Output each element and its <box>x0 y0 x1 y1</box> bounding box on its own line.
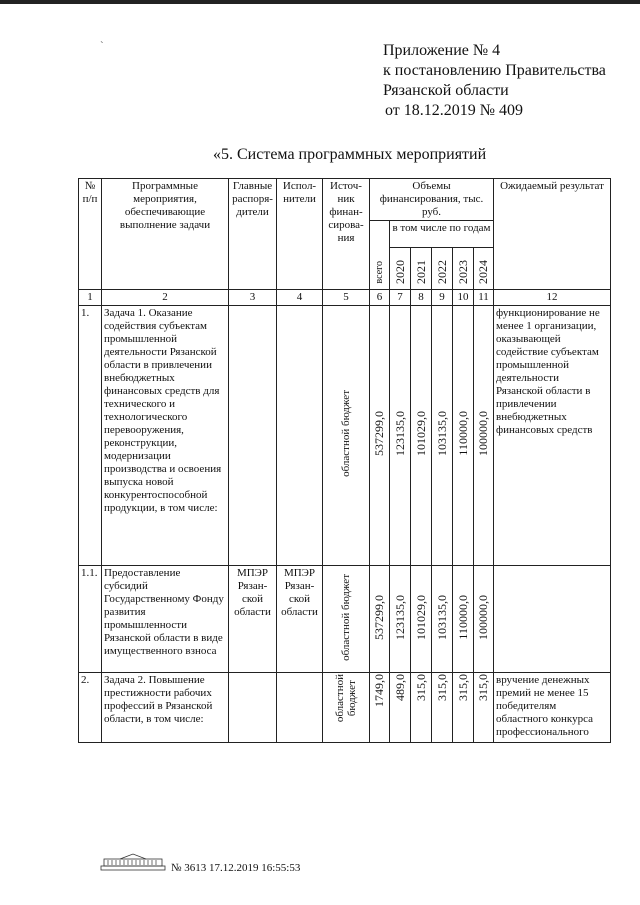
row3-total: 1749,0 <box>370 673 390 743</box>
document-registration-mark: № 3613 17.12.2019 16:55:53 <box>171 862 301 874</box>
row1-2022: 103135,0 <box>432 306 453 566</box>
row3-executor <box>277 673 323 743</box>
row3-activity: Задача 2. Повышение престижности рабочих профессий в Рязанской области, в том числе: <box>102 673 229 743</box>
header-year-2023: 2023 <box>453 248 474 290</box>
row3-2023: 315,0 <box>453 673 474 743</box>
appendix-ref: к постановлению Правительства <box>383 62 606 79</box>
row2-source: областной бюджет <box>323 566 370 673</box>
scan-mark: ` <box>100 40 104 52</box>
row3-2024: 315,0 <box>474 673 494 743</box>
row2-2024: 100000,0 <box>474 566 494 673</box>
row3-source-line1: областной <box>334 674 346 723</box>
row1-2020: 123135,0 <box>390 306 411 566</box>
header-year-2024: 2024 <box>474 248 494 290</box>
header-activities: Программные мероприятия, обеспечивающие выполнение задачи <box>102 179 229 290</box>
header-total: всего <box>370 221 390 290</box>
col-num-2: 2 <box>102 290 229 306</box>
appendix-header <box>383 41 606 121</box>
table-row <box>79 673 611 743</box>
header-year-2020: 2020 <box>390 248 411 290</box>
top-scan-edge <box>0 0 640 4</box>
row3-manager <box>229 673 277 743</box>
row2-num: 1.1. <box>79 566 102 673</box>
col-num-4: 4 <box>277 290 323 306</box>
row3-2021: 315,0 <box>411 673 432 743</box>
header-result: Ожидаемый результат <box>494 179 611 290</box>
row1-activity: Задача 1. Оказание содействия субъектам промышленной деятельности Рязанской области в привлечении внебюджетных финансовых средств для технического и технологического перевооружения, реконструкции, модернизации производства и освоения выпуска новой конкурентоспособной продукции, в том числе: <box>102 306 229 566</box>
row1-manager <box>229 306 277 566</box>
header-volumes: Объемы финансирования, тыс. руб. <box>370 179 494 221</box>
row1-2023: 110000,0 <box>453 306 474 566</box>
col-num-1: 1 <box>79 290 102 306</box>
header-by-years: в том числе по годам <box>390 221 494 248</box>
header-year-2021: 2021 <box>411 248 432 290</box>
row1-source: областной бюджет <box>323 306 370 566</box>
row3-source-line2: бюджет <box>346 680 358 717</box>
row2-2020: 123135,0 <box>390 566 411 673</box>
col-num-11: 11 <box>474 290 494 306</box>
col-num-10: 10 <box>453 290 474 306</box>
appendix-date: от 18.12.2019 № 409 <box>385 102 524 119</box>
row3-result: вручение денежных премий не менее 15 победителям областного конкурса профессионального <box>494 673 611 743</box>
appendix-label: Приложение № 4 <box>383 42 501 59</box>
section-title: «5. Система программных мероприятий <box>213 146 487 163</box>
row3-2020: 489,0 <box>390 673 411 743</box>
header-year-2022: 2022 <box>432 248 453 290</box>
row1-num: 1. <box>79 306 102 566</box>
row1-result: функционирование не менее 1 организации, оказывающей содействие субъектам промышленной деятельности Рязанской области в привлечении внебюджетных финансовых средств <box>494 306 611 566</box>
row1-executor <box>277 306 323 566</box>
row1-total: 537299,0 <box>370 306 390 566</box>
row2-total: 537299,0 <box>370 566 390 673</box>
row1-2021: 101029,0 <box>411 306 432 566</box>
building-stamp-icon <box>100 853 166 871</box>
appendix-region: Рязанской области <box>383 82 509 99</box>
header-num: № п/п <box>79 179 102 290</box>
table-row <box>79 566 611 673</box>
col-num-8: 8 <box>411 290 432 306</box>
row2-result <box>494 566 611 673</box>
col-num-6: 6 <box>370 290 390 306</box>
header-executors: Испол-нители <box>277 179 323 290</box>
row2-2022: 103135,0 <box>432 566 453 673</box>
row3-num: 2. <box>79 673 102 743</box>
col-num-3: 3 <box>229 290 277 306</box>
row2-2023: 110000,0 <box>453 566 474 673</box>
col-num-9: 9 <box>432 290 453 306</box>
col-num-5: 5 <box>323 290 370 306</box>
header-source: Источ-ник финан-сирова-ния <box>323 179 370 290</box>
table-row <box>79 306 611 566</box>
row1-2024: 100000,0 <box>474 306 494 566</box>
row2-activity: Предоставление субсидий Государственному Фонду развития промышленности Рязанской области в виде имущественного взноса <box>102 566 229 673</box>
row2-executor: МПЭР Рязан-ской области <box>277 566 323 673</box>
program-activities-table <box>78 178 611 743</box>
row3-source <box>323 673 370 743</box>
row2-2021: 101029,0 <box>411 566 432 673</box>
header-managers: Главные распоря-дители <box>229 179 277 290</box>
row2-manager: МПЭР Рязан-ской области <box>229 566 277 673</box>
col-num-7: 7 <box>390 290 411 306</box>
row3-2022: 315,0 <box>432 673 453 743</box>
col-num-12: 12 <box>494 290 611 306</box>
